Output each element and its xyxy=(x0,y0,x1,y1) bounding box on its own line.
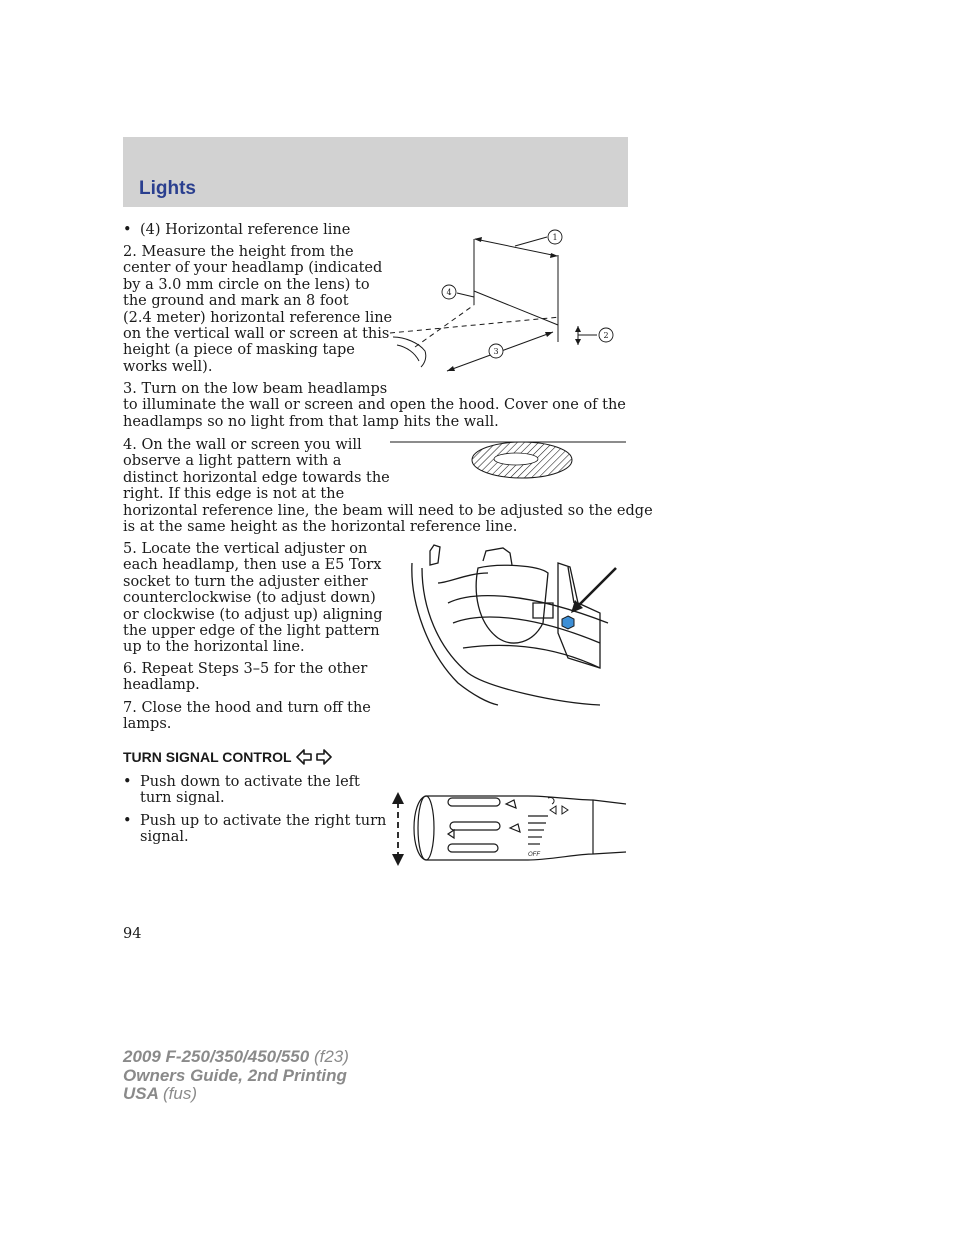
off-label: OFF xyxy=(528,852,540,858)
text-line: by a 3.0 mm circle on the lens) to xyxy=(123,276,370,293)
text-line: (2.4 meter) horizontal reference line xyxy=(123,309,393,326)
headlamp-aim-diagram xyxy=(385,225,625,385)
text-line: on the vertical wall or screen at this xyxy=(123,326,390,343)
bullet-dot: • xyxy=(123,774,132,790)
text-line: headlamp. xyxy=(123,677,200,694)
turn-signal-stalk-diagram xyxy=(388,790,628,868)
bullet-text: Push up to activate the right turn signal. xyxy=(140,813,387,846)
text-line: the ground and mark an 8 foot xyxy=(123,293,349,310)
step-6-paragraph xyxy=(123,661,367,694)
text-line: 4. On the wall or screen you will xyxy=(123,437,362,453)
text-line: counterclockwise (to adjust down) xyxy=(123,590,376,607)
text-line: up to the horizontal line. xyxy=(123,639,305,656)
vertical-adjuster-marker xyxy=(562,616,574,629)
text-line: lamps. xyxy=(123,716,172,733)
text-line: works well). xyxy=(123,358,213,375)
text-line: is at the same height as the horizontal reference line. xyxy=(123,519,518,536)
callout-4: 4 xyxy=(446,288,452,297)
text-line: observe a light pattern with a xyxy=(123,453,342,470)
text-line: 3. Turn on the low beam headlamps xyxy=(123,381,388,397)
text-line: horizontal reference line, the beam will need to be adjusted so the edge xyxy=(123,502,653,519)
step-7-paragraph xyxy=(123,700,371,733)
text-line: 2. Measure the height from the xyxy=(123,244,354,260)
footer-line-2: Owners Guide, 2nd Printing xyxy=(123,1065,347,1085)
light-pattern-diagram xyxy=(390,435,628,485)
step-2-paragraph xyxy=(123,244,392,375)
step-5-paragraph xyxy=(123,541,383,656)
text-line: right. If this edge is not at the xyxy=(123,486,345,503)
turn-signal-arrows-icon xyxy=(296,749,332,765)
callout-2: 2 xyxy=(603,331,609,340)
text-line: 6. Repeat Steps 3–5 for the other xyxy=(123,661,368,677)
footer-line-1: 2009 F-250/350/450/550 (f23) xyxy=(123,1047,349,1066)
callout-3: 3 xyxy=(493,347,499,356)
text-line: 5. Locate the vertical adjuster on xyxy=(123,541,368,557)
document-footer xyxy=(123,1048,349,1104)
text-line: headlamps so no light from that lamp hits the wall. xyxy=(123,413,499,430)
page-number: 94 xyxy=(123,926,142,942)
text-line: center of your headlamp (indicated xyxy=(123,260,383,277)
headlamp-adjuster-diagram xyxy=(408,543,628,708)
footer-line-3: USA (fus) xyxy=(123,1084,197,1103)
bullet-dot: • xyxy=(123,222,132,238)
text-line: socket to turn the adjuster either xyxy=(123,573,368,590)
bullet-text: Push down to activate the left turn signal. xyxy=(140,774,360,807)
text-line: height (a piece of masking tape xyxy=(123,342,355,359)
heading-text: TURN SIGNAL CONTROL xyxy=(123,749,292,765)
section-header-band xyxy=(123,137,628,207)
text-line: 7. Close the hood and turn off the xyxy=(123,700,371,716)
text-line: the upper edge of the light pattern xyxy=(123,623,380,640)
bullet-text: (4) Horizontal reference line xyxy=(140,222,351,238)
text-line: or clockwise (to adjust up) aligning xyxy=(123,606,383,623)
callout-1: 1 xyxy=(552,233,558,242)
text-line: to illuminate the wall or screen and open the hood. Cover one of the xyxy=(123,397,626,414)
section-title: Lights xyxy=(139,178,196,199)
step-3-paragraph xyxy=(123,381,626,430)
text-line: each headlamp, then use a E5 Torx xyxy=(123,557,382,574)
bullet-dot: • xyxy=(123,813,132,829)
turn-signal-heading xyxy=(123,749,332,765)
text-line: distinct horizontal edge towards the xyxy=(123,469,390,486)
